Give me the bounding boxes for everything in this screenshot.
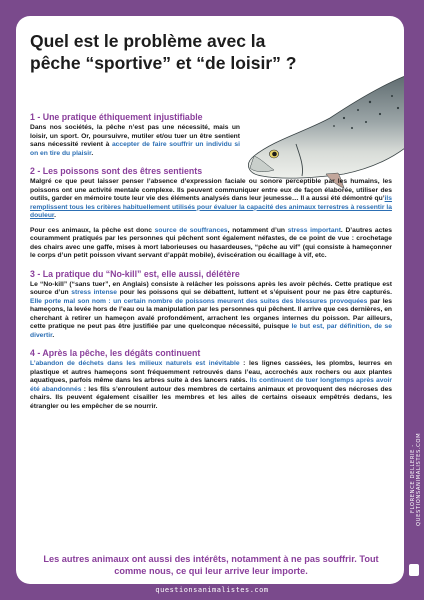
highlight-text: Elle porte mal son nom : un certain nombre de poissons meurent des suites des blessures provoquées	[30, 297, 368, 305]
section-4-heading: 4 - Après la pêche, les dégâts continuent	[30, 348, 201, 358]
highlight-text: ils remplissent tous les critères habituellement utilisés pour évaluer la capacité des animaux terrestres à ressentir la douleur	[30, 195, 392, 219]
section-2-heading: 2 - Les poissons sont des êtres sentients	[30, 166, 203, 176]
highlight-text: source de souffrances	[154, 226, 228, 234]
text-run: .	[54, 212, 57, 219]
text-run: .	[52, 331, 55, 339]
cc-license-icon	[409, 564, 419, 576]
section-3-text	[30, 281, 392, 341]
section-2-text-1	[30, 178, 392, 221]
side-credit	[410, 404, 420, 554]
section-4-text	[30, 360, 392, 411]
highlight-text: stress important	[287, 226, 341, 234]
highlight-text: Ils continuent de tuer longtemps après avoir été abandonnés	[30, 377, 393, 393]
section-1-text	[30, 124, 240, 158]
highlight-text: accepter de faire souffrir un individu si on en tire du plaisir	[30, 141, 240, 157]
section-2-text-2	[30, 227, 392, 261]
site-name: QUESTIONSANIMALISTES.COM	[416, 432, 422, 526]
text-run: Malgré ce que peut laisser penser l’absence d’expression faciale ou sonore perceptible par les humains, les poissons ont une activité mentale complexe. Ils peuvent communiquer entre eux de façon élaborée, utiliser des outils, garder en mémoire toute leur vie des éléments analysés dans leur jeunesse… Il a aussi été démontré qu’	[30, 178, 392, 202]
section-3	[30, 269, 392, 341]
section-1-heading: 1 - Une pratique éthiquement injustifiable	[30, 112, 203, 122]
page-title: Quel est le problème avec la pêche “sportive” et “de loisir” ?	[30, 31, 297, 73]
text-run: : les fils s’enroulent autour des membres de certains animaux et provoquent des nécroses des chairs. Ils peuvent également cisailler les membres et les ailes de certains oiseaux empêtrés dedans, les étrangler ou les empêcher de se nourrir.	[30, 385, 393, 410]
highlight-text: stress intense	[71, 289, 117, 296]
section-4	[30, 348, 392, 411]
text-run: Le “No-kill” (“sans tuer”, en Anglais) consiste à relâcher les poissons après les avoir pêchés. Cette pratique est source d’un	[30, 280, 392, 296]
section-2	[30, 166, 392, 261]
article-body	[30, 112, 392, 411]
text-run: .	[91, 149, 94, 157]
text-run: : les lignes cassées, les plombs, leurres en plastique et autres hameçons sont fréquemment retrouvés dans l’eau, accrochés aux rochers ou aux plantes aquatiques, parfois même dans les arbres suite à des lancers ratés.	[30, 360, 392, 384]
poster-sheet	[16, 16, 404, 584]
text-run: par les hameçons, la levée hors de l’eau ou la manipulation par les personnes qui pêchent. Il arrive que ces dernières, en cherchant à retirer un hameçon avalé profondément, arrachent les organes internes du poisson. Par ailleurs, cette pratique ne peut pas être justifiée par une quelconque nécessité, puisque	[30, 297, 392, 330]
text-run: Dans nos sociétés, la pêche n’est pas une nécessité, mais un loisir, un sport. Or, poursuivre, mutiler et/ou tuer un être sentient sans nécessité revient à	[30, 124, 240, 148]
highlight-text: le but est, par définition, de se divertir	[30, 323, 392, 339]
text-run: , notamment d’un	[227, 226, 288, 234]
section-1	[30, 112, 392, 158]
closing-statement: Les autres animaux ont aussi des intérêts, notamment à ne pas souffrir. Tout comme nous, ce qui leur arrive leur importe.	[43, 554, 379, 576]
author-name: FLORENCE DELLERIE	[410, 449, 416, 514]
highlight-text: L’abandon de déchets dans les milieux naturels est inévitable	[30, 360, 240, 367]
text-run: . D’autres actes couramment pratiqués par les personnes qui pêchent sont également néfastes, de ce point de vue : crochetage des chairs avec une gaffe, mises à mort laborieuses ou hasardeuses, “pêche au vif” (qui consiste à hameçonner le corps d’un petit poisson vivant servant d’appât mobile), éviscération ou écaillage à vif, etc.	[30, 226, 392, 259]
text-run: Pour ces animaux, la pêche est donc	[30, 226, 155, 234]
text-run: pour les poissons qui se débattent, luttent et s’épuisent pour ne pas être capturés.	[117, 289, 393, 296]
section-3-heading: 3 - La pratique du “No-kill” est, elle aussi, délétère	[30, 268, 240, 279]
website-url[interactable]: questionsanimalistes.com	[155, 586, 269, 594]
separator: -	[410, 444, 416, 450]
